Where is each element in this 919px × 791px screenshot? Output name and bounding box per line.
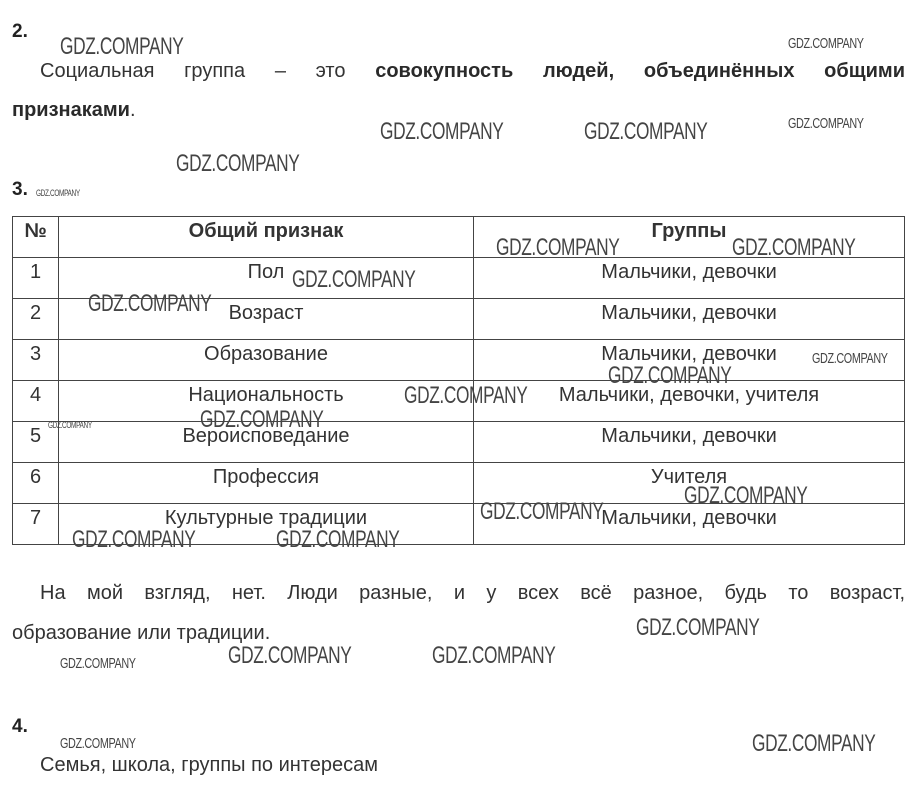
row-feature: Возраст xyxy=(59,299,474,340)
watermark: GDZ.COMPANY xyxy=(752,730,876,757)
definition-bold-text: совокупность людей, объединённых общими xyxy=(375,60,905,82)
watermark: GDZ.COMPANY xyxy=(200,406,324,433)
watermark: GDZ.COMPANY xyxy=(788,115,864,132)
watermark: GDZ.COMPANY xyxy=(292,266,416,293)
watermark: GDZ.COMPANY xyxy=(404,382,528,409)
watermark: GDZ.COMPANY xyxy=(228,642,352,669)
row-number: 1 xyxy=(13,258,59,299)
watermark: GDZ.COMPANY xyxy=(60,655,136,672)
definition-plain-text: Социальная группа – это xyxy=(40,60,346,82)
row-number: 7 xyxy=(13,504,59,545)
header-groups: Группы xyxy=(474,217,905,258)
row-groups: Мальчики, девочки xyxy=(474,299,905,340)
row-number: 3 xyxy=(13,340,59,381)
task-number-4: 4. xyxy=(12,716,28,737)
header-common-feature: Общий признак xyxy=(59,217,474,258)
row-feature: Культурные традиции xyxy=(59,504,474,545)
row-number: 2 xyxy=(13,299,59,340)
definition-line-1 xyxy=(40,60,905,83)
table-row xyxy=(13,422,905,463)
row-feature: Профессия xyxy=(59,463,474,504)
watermark: GDZ.COMPANY xyxy=(732,234,856,261)
header-number: № xyxy=(13,217,59,258)
watermark: GDZ.COMPANY xyxy=(788,35,864,52)
watermark: GDZ.COMPANY xyxy=(36,188,80,198)
answer-line-1: На мой взгляд, нет. Люди разные, и у всех всё разное, будь то возраст, xyxy=(40,582,905,604)
watermark: GDZ.COMPANY xyxy=(60,33,184,60)
watermark: GDZ.COMPANY xyxy=(432,642,556,669)
definition-bold-end: признаками xyxy=(12,99,130,121)
row-groups: Мальчики, девочки xyxy=(474,258,905,299)
watermark: GDZ.COMPANY xyxy=(636,614,760,641)
watermark: GDZ.COMPANY xyxy=(584,118,708,145)
table-row xyxy=(13,340,905,381)
row-feature: Вероисповедание xyxy=(59,422,474,463)
watermark: GDZ.COMPANY xyxy=(88,290,212,317)
row-number: 6 xyxy=(13,463,59,504)
watermark: GDZ.COMPANY xyxy=(496,234,620,261)
watermark: GDZ.COMPANY xyxy=(380,118,504,145)
row-feature: Национальность xyxy=(59,381,474,422)
row-groups: Мальчики, девочки, учителя xyxy=(474,381,905,422)
watermark: GDZ.COMPANY xyxy=(48,420,92,430)
row-feature: Образование xyxy=(59,340,474,381)
watermark: GDZ.COMPANY xyxy=(480,498,604,525)
groups-answer: Семья, школа, группы по интересам xyxy=(40,754,378,776)
row-groups: Мальчики, девочки xyxy=(474,340,905,381)
row-groups: Мальчики, девочки xyxy=(474,422,905,463)
definition-period: . xyxy=(129,99,136,121)
row-groups: Учителя xyxy=(474,463,905,504)
watermark: GDZ.COMPANY xyxy=(684,482,808,509)
definition-line-2 xyxy=(12,99,136,122)
watermark: GDZ.COMPANY xyxy=(72,526,196,553)
row-number: 5 xyxy=(13,422,59,463)
watermark: GDZ.COMPANY xyxy=(812,350,888,367)
row-number: 4 xyxy=(13,381,59,422)
row-feature: Пол xyxy=(59,258,474,299)
watermark: GDZ.COMPANY xyxy=(60,735,136,752)
task-number-2: 2. xyxy=(12,21,28,42)
watermark: GDZ.COMPANY xyxy=(176,150,300,177)
watermark: GDZ.COMPANY xyxy=(276,526,400,553)
watermark: GDZ.COMPANY xyxy=(608,362,732,389)
answer-line-2: образование или традиции. xyxy=(12,622,271,644)
row-groups: Мальчики, девочки xyxy=(474,504,905,545)
task-number-3: 3. xyxy=(12,179,28,200)
